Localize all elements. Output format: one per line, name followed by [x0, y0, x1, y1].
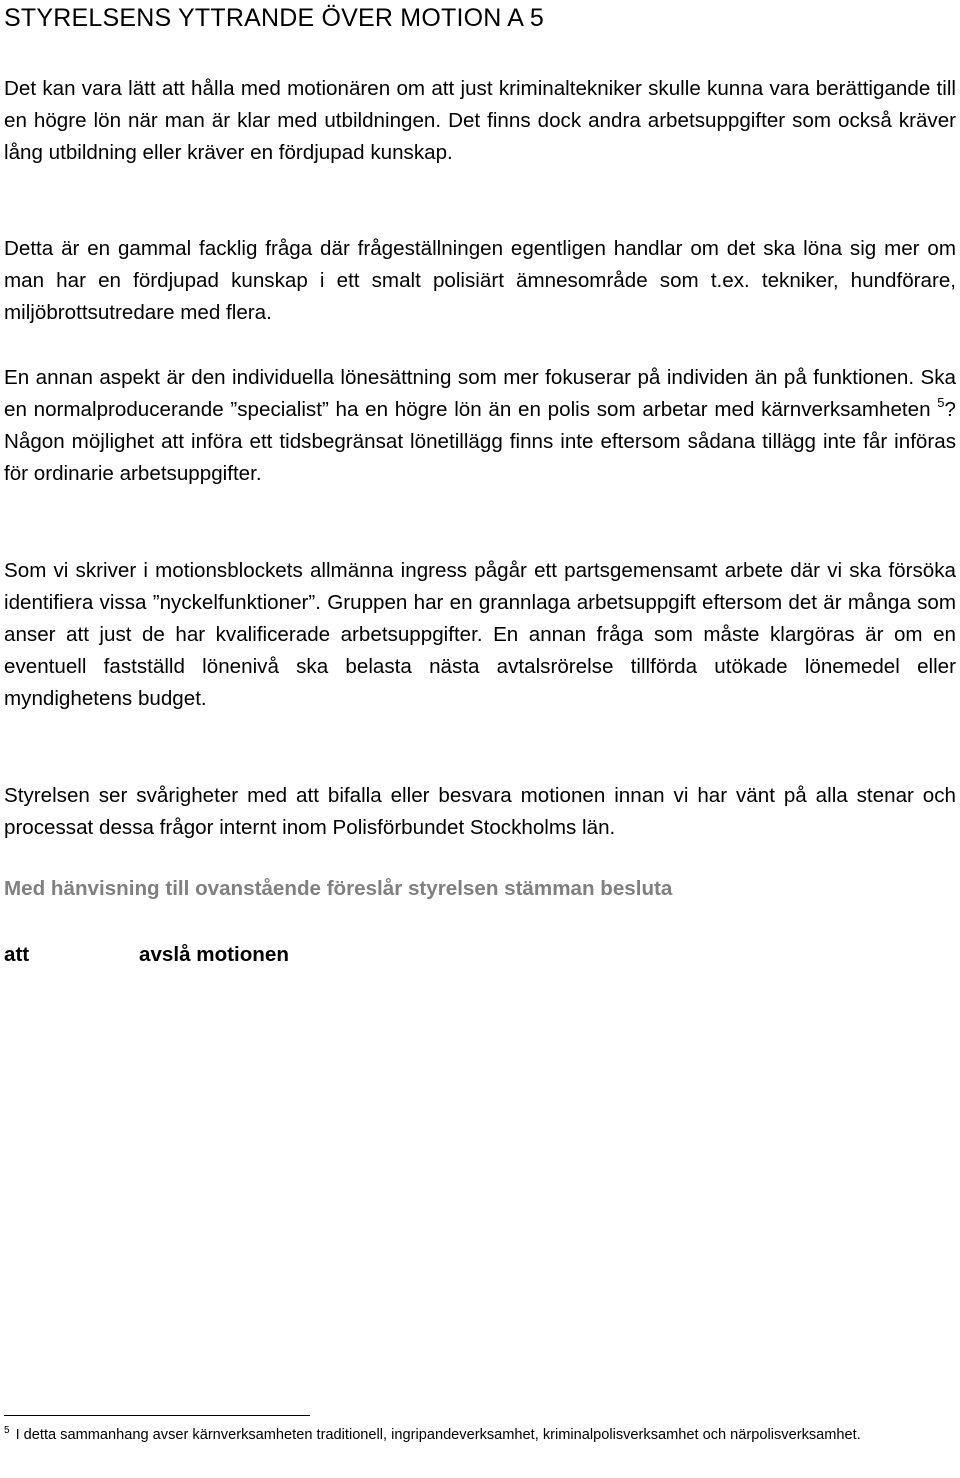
- footnote-text: I detta sammanhang avser kärnverksamheten traditionell, ingripandeverksamhet, kriminalpolisverksamhet och närpolisverksamhet.: [15, 1427, 861, 1443]
- footnote-reference[interactable]: 5: [937, 395, 945, 410]
- paragraph-3: [4, 362, 956, 490]
- decision-text: avslå motionen: [139, 943, 289, 966]
- paragraph-3-part-1: En annan aspekt är den individuella lönesättning som mer fokuserar på individen än på funktionen. Ska en normalproducerande ”specialist” ha en högre lön än en polis som arbetar med kärnverksamheten: [4, 366, 956, 421]
- paragraph-2-text: Detta är en gammal facklig fråga där frågeställningen egentligen handlar om det ska löna sig mer om man har en fördjupad kunskap i ett smalt polisiärt ämnesområde som t.ex. tekniker, hundförare, miljöbrottsutredare med flera.: [4, 237, 956, 324]
- document-heading: STYRELSENS YTTRANDE ÖVER MOTION A 5: [4, 4, 544, 32]
- paragraph-3-text: [4, 362, 956, 490]
- recommendation-heading: Med hänvisning till ovanstående föreslår styrelsen stämman besluta: [4, 877, 673, 900]
- paragraph-2: [4, 233, 956, 329]
- footnote-separator: [4, 1415, 310, 1416]
- footnote-number: 5: [4, 1425, 10, 1436]
- paragraph-4-text: Som vi skriver i motionsblockets allmänna ingress pågår ett partsgemensamt arbete där vi ska försöka identifiera vissa ”nyckelfunktioner”. Gruppen har en grannlaga arbetsuppgift eftersom det är många som anser att just de har kvalificerade arbetsuppgifter. En annan fråga som måste klargöras är om en eventuell fastställd lönenivå ska belasta nästa avtalsrörelse tillförda utökade lönemedel eller myndighetens budget.: [4, 559, 956, 710]
- paragraph-1-text: Det kan vara lätt att hålla med motionären om att just kriminaltekniker skulle kunna vara berättigande till en högre lön när man är klar med utbildningen. Det finns dock andra arbetsuppgifter som också kräver lång utbildning eller kräver en fördjupad kunskap.: [4, 77, 956, 164]
- decision-att: att: [4, 943, 30, 966]
- paragraph-3-part-2: ? Någon möjlighet att införa ett tidsbegränsat lönetillägg finns inte eftersom sådana tillägg inte får införas för ordinarie arbetsuppgifter.: [4, 398, 956, 485]
- paragraph-5-text: Styrelsen ser svårigheter med att bifalla eller besvara motionen innan vi har vänt på alla stenar och processat dessa frågor internt inom Polisförbundet Stockholms län.: [4, 784, 956, 839]
- paragraph-4: [4, 555, 956, 715]
- paragraph-5: [4, 780, 956, 844]
- footnote: [4, 1423, 884, 1447]
- paragraph-1: [4, 73, 956, 169]
- decision-line: [4, 939, 289, 971]
